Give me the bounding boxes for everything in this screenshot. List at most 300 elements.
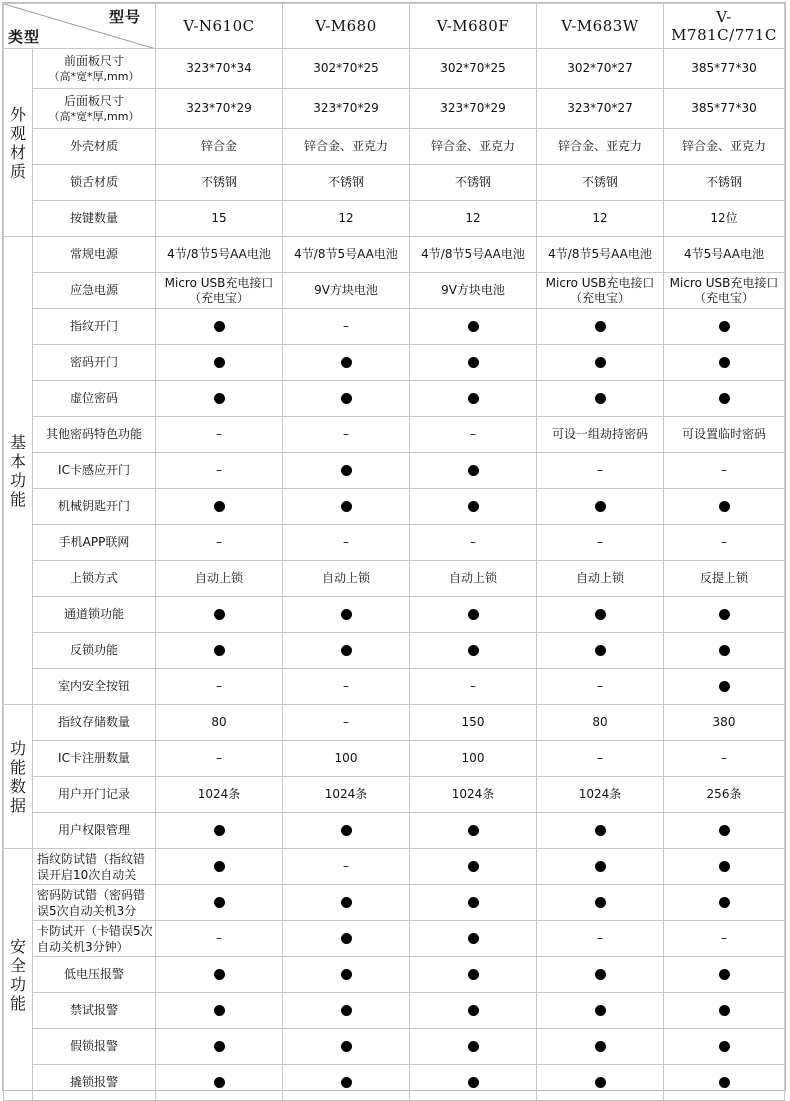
- model-header: V-M680: [283, 4, 410, 49]
- group-label-text: 基本功能: [10, 432, 27, 509]
- supported-dot-icon: [719, 609, 730, 620]
- value-cell: [156, 1065, 283, 1101]
- row-label-text: 按键数量: [69, 211, 118, 225]
- supported-dot-icon: [341, 609, 352, 620]
- value-cell: [537, 129, 664, 165]
- value-cell: [537, 849, 664, 885]
- value-cell: [410, 993, 537, 1029]
- value-cell: [664, 273, 785, 309]
- value-text: 4节/8节5号AA电池: [421, 247, 525, 261]
- row-label-text: 室内安全按钮: [57, 679, 130, 693]
- table-row: [4, 489, 785, 525]
- value-cell: [410, 489, 537, 525]
- table-row: [4, 849, 785, 885]
- value-cell: [283, 309, 410, 345]
- value-text: 380: [712, 715, 736, 729]
- row-label-text: IC卡注册数量: [58, 751, 130, 765]
- not-supported-dash: –: [597, 931, 603, 945]
- value-cell: [410, 237, 537, 273]
- value-text: 12: [338, 211, 354, 225]
- row-label: [33, 453, 156, 489]
- not-supported-dash: –: [343, 679, 349, 693]
- not-supported-dash: –: [216, 535, 222, 549]
- group-label: [4, 705, 33, 849]
- value-cell: [537, 273, 664, 309]
- value-cell: [283, 705, 410, 741]
- value-text: 323*70*27: [567, 101, 633, 115]
- corner-cell: [4, 4, 156, 49]
- not-supported-dash: –: [721, 751, 727, 765]
- value-text: 323*70*29: [313, 101, 379, 115]
- value-cell: [664, 741, 785, 777]
- value-text: 80: [592, 715, 608, 729]
- value-cell: [664, 813, 785, 849]
- row-label: [33, 165, 156, 201]
- value-cell: [283, 49, 410, 89]
- table-row: [4, 777, 785, 813]
- value-cell: [283, 777, 410, 813]
- supported-dot-icon: [468, 645, 479, 656]
- value-text: 锌合金、亚克力: [557, 139, 642, 153]
- value-cell: [664, 309, 785, 345]
- row-label: [33, 885, 156, 921]
- row-label-text: 用户权限管理: [57, 823, 130, 837]
- row-label: [33, 633, 156, 669]
- value-cell: [537, 1065, 664, 1101]
- supported-dot-icon: [595, 645, 606, 656]
- model-header: V-M683W: [537, 4, 664, 49]
- value-cell: [156, 129, 283, 165]
- supported-dot-icon: [468, 465, 479, 476]
- value-cell: [410, 849, 537, 885]
- row-label: [33, 921, 156, 957]
- value-text: 不锈钢: [454, 175, 491, 189]
- supported-dot-icon: [341, 1077, 352, 1088]
- value-line: （充电宝）: [569, 290, 630, 305]
- table-row: [4, 993, 785, 1029]
- table-row: [4, 1065, 785, 1101]
- value-cell: [537, 597, 664, 633]
- table-row: [4, 1029, 785, 1065]
- value-cell: [537, 381, 664, 417]
- supported-dot-icon: [595, 1077, 606, 1088]
- value-cell: [664, 561, 785, 597]
- value-cell: [156, 201, 283, 237]
- supported-dot-icon: [468, 1077, 479, 1088]
- value-cell: [156, 633, 283, 669]
- value-text: 12: [592, 211, 608, 225]
- value-cell: [410, 417, 537, 453]
- value-cell: [537, 885, 664, 921]
- row-label-text: 后面板尺寸: [63, 93, 124, 108]
- value-cell: [664, 993, 785, 1029]
- value-cell: [410, 381, 537, 417]
- supported-dot-icon: [341, 465, 352, 476]
- value-cell: [664, 381, 785, 417]
- row-label: [33, 561, 156, 597]
- value-text: 锌合金: [200, 139, 237, 153]
- table-row: [4, 633, 785, 669]
- row-label: [33, 381, 156, 417]
- row-label-text: 禁试报警: [69, 1003, 118, 1017]
- value-cell: [410, 813, 537, 849]
- row-label-text: 锁舌材质: [69, 175, 118, 189]
- table-row: [4, 813, 785, 849]
- row-label-text: 手机APP联网: [58, 535, 130, 549]
- supported-dot-icon: [468, 933, 479, 944]
- row-label-text: 通道锁功能: [63, 607, 124, 621]
- value-cell: [283, 633, 410, 669]
- supported-dot-icon: [719, 645, 730, 656]
- row-label-sub: （高*宽*厚,mm）: [48, 69, 140, 83]
- not-supported-dash: –: [597, 751, 603, 765]
- supported-dot-icon: [214, 1077, 225, 1088]
- value-cell: [283, 489, 410, 525]
- value-cell: [410, 777, 537, 813]
- supported-dot-icon: [595, 861, 606, 872]
- table-row: [4, 597, 785, 633]
- value-cell: [156, 309, 283, 345]
- corner-type-label: 类型: [8, 28, 41, 46]
- not-supported-dash: –: [470, 535, 476, 549]
- value-cell: [283, 381, 410, 417]
- value-cell: [283, 345, 410, 381]
- not-supported-dash: –: [216, 463, 222, 477]
- row-label: [33, 669, 156, 705]
- value-text: 自动上锁: [194, 571, 243, 585]
- table-row: [4, 957, 785, 993]
- value-cell: [537, 741, 664, 777]
- group-label: [4, 237, 33, 705]
- value-cell: [410, 201, 537, 237]
- value-cell: [410, 89, 537, 129]
- value-cell: [537, 453, 664, 489]
- value-text: 100: [461, 751, 485, 765]
- row-label-text: 用户开门记录: [57, 787, 130, 801]
- not-supported-dash: –: [216, 427, 222, 441]
- value-text: 自动上锁: [321, 571, 370, 585]
- supported-dot-icon: [468, 609, 479, 620]
- value-cell: [283, 921, 410, 957]
- value-line: （充电宝）: [188, 290, 249, 305]
- row-label-text: 密码开门: [69, 355, 118, 369]
- value-text: 4节5号AA电池: [683, 247, 765, 261]
- not-supported-dash: –: [597, 679, 603, 693]
- value-cell: [664, 921, 785, 957]
- row-label: [33, 525, 156, 561]
- supported-dot-icon: [214, 825, 225, 836]
- model-header: V-M781C/771C: [664, 4, 785, 49]
- value-cell: [537, 345, 664, 381]
- value-cell: [410, 633, 537, 669]
- row-label-text: 反锁功能: [69, 643, 118, 657]
- value-text: 385*77*30: [691, 101, 757, 115]
- supported-dot-icon: [468, 321, 479, 332]
- row-label: [33, 49, 156, 89]
- value-text: 100: [334, 751, 358, 765]
- supported-dot-icon: [595, 897, 606, 908]
- value-text: 256条: [706, 787, 742, 801]
- value-text: 4节/8节5号AA电池: [548, 247, 652, 261]
- group-label-text: 安全功能: [10, 936, 27, 1013]
- value-cell: [156, 669, 283, 705]
- supported-dot-icon: [341, 645, 352, 656]
- row-label: [33, 1065, 156, 1101]
- row-label: [33, 89, 156, 129]
- value-cell: [664, 597, 785, 633]
- row-label: [33, 129, 156, 165]
- row-label: [33, 849, 156, 885]
- supported-dot-icon: [468, 969, 479, 980]
- not-supported-dash: –: [721, 535, 727, 549]
- supported-dot-icon: [595, 969, 606, 980]
- row-label-text: 机械钥匙开门: [57, 499, 130, 513]
- value-text: 302*70*25: [440, 61, 506, 75]
- value-cell: [537, 633, 664, 669]
- table-row: [4, 561, 785, 597]
- supported-dot-icon: [468, 1005, 479, 1016]
- table-row: [4, 165, 785, 201]
- value-cell: [410, 561, 537, 597]
- value-text: 可设置临时密码: [681, 427, 766, 441]
- value-line: Micro USB充电接口: [669, 275, 779, 290]
- value-line: Micro USB充电接口: [164, 275, 274, 290]
- corner-model-label: 型号: [108, 8, 141, 26]
- value-cell: [664, 849, 785, 885]
- row-label: [33, 741, 156, 777]
- supported-dot-icon: [341, 1041, 352, 1052]
- value-cell: [410, 1065, 537, 1101]
- not-supported-dash: –: [343, 427, 349, 441]
- supported-dot-icon: [595, 1005, 606, 1016]
- supported-dot-icon: [719, 1077, 730, 1088]
- value-text: 15: [211, 211, 227, 225]
- supported-dot-icon: [719, 501, 730, 512]
- value-cell: [283, 273, 410, 309]
- supported-dot-icon: [214, 1041, 225, 1052]
- supported-dot-icon: [595, 393, 606, 404]
- value-text: 80: [211, 715, 227, 729]
- value-text: 自动上锁: [575, 571, 624, 585]
- value-cell: [410, 525, 537, 561]
- value-text: 302*70*27: [567, 61, 633, 75]
- value-cell: [156, 921, 283, 957]
- value-cell: [156, 1029, 283, 1065]
- supported-dot-icon: [719, 825, 730, 836]
- supported-dot-icon: [341, 501, 352, 512]
- value-cell: [283, 561, 410, 597]
- supported-dot-icon: [719, 681, 730, 692]
- supported-dot-icon: [468, 825, 479, 836]
- value-cell: [664, 525, 785, 561]
- supported-dot-icon: [595, 501, 606, 512]
- row-label: [33, 957, 156, 993]
- value-cell: [156, 49, 283, 89]
- value-cell: [283, 129, 410, 165]
- row-label: [33, 993, 156, 1029]
- value-cell: [156, 381, 283, 417]
- value-cell: [664, 957, 785, 993]
- supported-dot-icon: [214, 501, 225, 512]
- value-cell: [410, 273, 537, 309]
- value-cell: [537, 309, 664, 345]
- value-cell: [664, 129, 785, 165]
- value-cell: [283, 453, 410, 489]
- value-cell: [283, 813, 410, 849]
- value-cell: [283, 669, 410, 705]
- not-supported-dash: –: [343, 319, 349, 333]
- value-cell: [156, 273, 283, 309]
- supported-dot-icon: [595, 357, 606, 368]
- value-text: 自动上锁: [448, 571, 497, 585]
- value-cell: [410, 921, 537, 957]
- value-text: 302*70*25: [313, 61, 379, 75]
- value-cell: [664, 237, 785, 273]
- row-label: [33, 345, 156, 381]
- not-supported-dash: –: [597, 463, 603, 477]
- table-row: [4, 885, 785, 921]
- value-cell: [537, 561, 664, 597]
- row-label: [33, 417, 156, 453]
- supported-dot-icon: [468, 897, 479, 908]
- not-supported-dash: –: [216, 751, 222, 765]
- value-cell: [410, 741, 537, 777]
- value-cell: [664, 489, 785, 525]
- value-cell: [156, 813, 283, 849]
- supported-dot-icon: [719, 861, 730, 872]
- value-cell: [410, 345, 537, 381]
- supported-dot-icon: [595, 609, 606, 620]
- value-text: 1024条: [197, 787, 241, 801]
- table-row: [4, 237, 785, 273]
- supported-dot-icon: [214, 321, 225, 332]
- supported-dot-icon: [719, 1005, 730, 1016]
- value-cell: [283, 993, 410, 1029]
- value-cell: [664, 201, 785, 237]
- row-label-text: 卡防试开（卡错误5次自动关机3分钟）: [37, 923, 153, 954]
- value-cell: [537, 489, 664, 525]
- supported-dot-icon: [341, 897, 352, 908]
- row-label-text: 密码防试错（密码错误5次自动关机3分: [37, 887, 146, 918]
- value-cell: [664, 1029, 785, 1065]
- value-cell: [537, 957, 664, 993]
- value-cell: [156, 777, 283, 813]
- value-cell: [156, 957, 283, 993]
- supported-dot-icon: [341, 969, 352, 980]
- table-row: [4, 273, 785, 309]
- table-row: [4, 705, 785, 741]
- value-cell: [664, 89, 785, 129]
- value-cell: [537, 1029, 664, 1065]
- supported-dot-icon: [719, 321, 730, 332]
- row-label-text: 指纹存储数量: [57, 715, 130, 729]
- value-cell: [537, 921, 664, 957]
- table-row: [4, 309, 785, 345]
- value-cell: [156, 237, 283, 273]
- value-cell: [156, 453, 283, 489]
- value-text: 反提上锁: [699, 571, 748, 585]
- not-supported-dash: –: [597, 535, 603, 549]
- value-cell: [283, 1065, 410, 1101]
- not-supported-dash: –: [343, 859, 349, 873]
- value-text: 323*70*29: [440, 101, 506, 115]
- value-cell: [537, 89, 664, 129]
- not-supported-dash: –: [216, 679, 222, 693]
- value-cell: [410, 165, 537, 201]
- supported-dot-icon: [595, 1041, 606, 1052]
- value-text: 不锈钢: [581, 175, 618, 189]
- value-text: 4节/8节5号AA电池: [294, 247, 398, 261]
- table-row: [4, 921, 785, 957]
- row-label-text: 指纹防试错（指纹错误开启10次自动关: [37, 851, 146, 882]
- row-label-text: 撬锁报警: [69, 1075, 118, 1089]
- supported-dot-icon: [214, 357, 225, 368]
- value-cell: [664, 165, 785, 201]
- value-line: （充电宝）: [693, 290, 754, 305]
- supported-dot-icon: [719, 1041, 730, 1052]
- value-cell: [156, 885, 283, 921]
- value-cell: [283, 165, 410, 201]
- value-text: 锌合金、亚克力: [681, 139, 766, 153]
- value-cell: [664, 669, 785, 705]
- row-label-text: 虚位密码: [69, 391, 118, 405]
- row-label: [33, 237, 156, 273]
- value-text: 不锈钢: [327, 175, 364, 189]
- row-label: [33, 777, 156, 813]
- value-text: 150: [461, 715, 485, 729]
- supported-dot-icon: [341, 933, 352, 944]
- value-cell: [156, 705, 283, 741]
- value-cell: [156, 849, 283, 885]
- row-label: [33, 597, 156, 633]
- supported-dot-icon: [341, 825, 352, 836]
- row-label-text: 上锁方式: [69, 571, 118, 585]
- value-text: 锌合金、亚克力: [430, 139, 515, 153]
- supported-dot-icon: [214, 897, 225, 908]
- value-text: 4节/8节5号AA电池: [167, 247, 271, 261]
- value-cell: [537, 777, 664, 813]
- value-text: 1024条: [578, 787, 622, 801]
- value-cell: [283, 885, 410, 921]
- model-header: V-N610C: [156, 4, 283, 49]
- value-cell: [410, 309, 537, 345]
- supported-dot-icon: [468, 1041, 479, 1052]
- row-label: [33, 309, 156, 345]
- table-row: [4, 345, 785, 381]
- value-cell: [664, 1065, 785, 1101]
- value-cell: [410, 705, 537, 741]
- value-cell: [537, 237, 664, 273]
- value-cell: [664, 885, 785, 921]
- value-text: 锌合金、亚克力: [303, 139, 388, 153]
- value-cell: [156, 525, 283, 561]
- value-line: Micro USB充电接口: [545, 275, 655, 290]
- row-label-text: 应急电源: [69, 283, 118, 297]
- value-cell: [537, 525, 664, 561]
- not-supported-dash: –: [343, 715, 349, 729]
- row-label-text: 常规电源: [69, 247, 118, 261]
- supported-dot-icon: [214, 645, 225, 656]
- value-cell: [156, 489, 283, 525]
- value-cell: [410, 1029, 537, 1065]
- supported-dot-icon: [595, 825, 606, 836]
- row-label-text: 外壳材质: [69, 139, 118, 153]
- row-label-sub: （高*宽*厚,mm）: [48, 109, 140, 123]
- supported-dot-icon: [719, 897, 730, 908]
- value-cell: [156, 561, 283, 597]
- value-cell: [283, 201, 410, 237]
- value-cell: [664, 345, 785, 381]
